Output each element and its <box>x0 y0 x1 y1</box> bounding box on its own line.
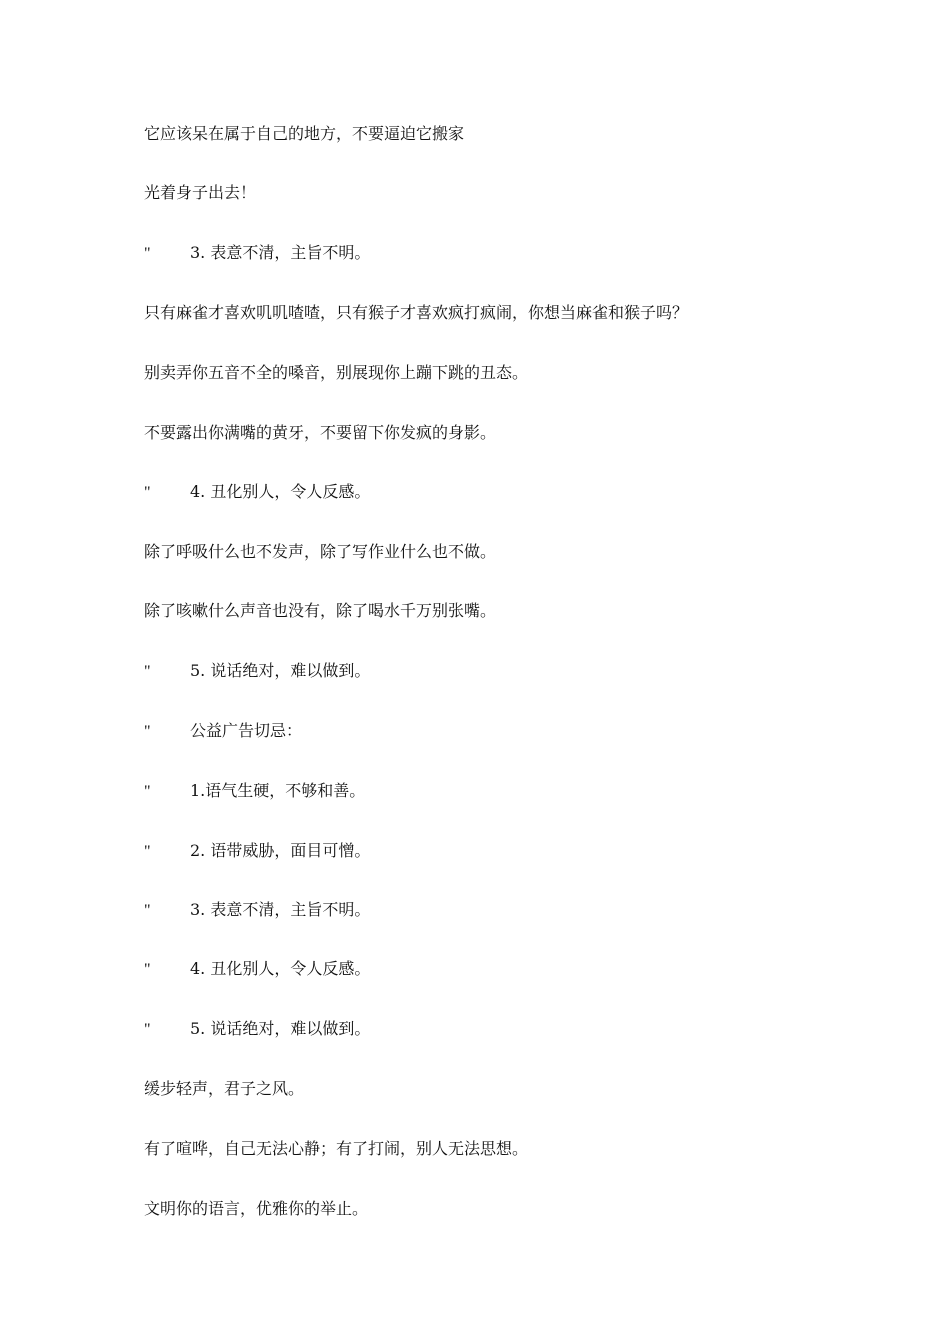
quote-marker: " <box>144 1021 151 1038</box>
quote-marker: " <box>144 843 151 860</box>
text-line <box>144 361 528 385</box>
line-text: 除了咳嗽什么声音也没有，除了喝水千万别张嘴。 <box>144 601 497 620</box>
quote-marker: " <box>144 663 151 680</box>
text-line <box>144 301 688 325</box>
text-line <box>144 421 496 445</box>
line-text: 4. 丑化别人，令人反感。 <box>190 959 371 978</box>
line-text: 除了呼吸什么也不发声，除了写作业什么也不做。 <box>144 542 497 561</box>
quote-marker: " <box>144 783 151 800</box>
line-text: 5. 说话绝对，难以做到。 <box>190 1019 371 1038</box>
line-text: 它应该呆在属于自己的地方，不要逼迫它搬家 <box>144 124 465 143</box>
list-item <box>144 659 370 683</box>
text-line <box>144 181 256 205</box>
line-text: 光着身子出去！ <box>144 183 257 202</box>
line-text: 公益广告切忌： <box>190 721 303 740</box>
list-item <box>144 719 302 743</box>
list-item <box>144 241 370 265</box>
line-text: 只有麻雀才喜欢叽叽喳喳，只有猴子才喜欢疯打疯闹，你想当麻雀和猴子吗？ <box>144 303 689 322</box>
list-item <box>144 898 370 922</box>
line-text: 不要露出你满嘴的黄牙，不要留下你发疯的身影。 <box>144 423 497 442</box>
quote-marker: " <box>144 961 151 978</box>
line-text: 别卖弄你五音不全的嗓音，别展现你上蹦下跳的丑态。 <box>144 363 529 382</box>
list-item <box>144 1017 370 1041</box>
text-line <box>144 122 464 146</box>
list-item <box>144 957 370 981</box>
line-text: 2. 语带威胁，面目可憎。 <box>190 841 371 860</box>
list-item <box>144 839 370 863</box>
list-item <box>144 779 365 803</box>
line-text: 3. 表意不清，主旨不明。 <box>190 900 371 919</box>
line-text: 有了喧哗，自己无法心静；有了打闹，别人无法思想。 <box>144 1139 529 1158</box>
text-line <box>144 540 496 564</box>
quote-marker: " <box>144 723 151 740</box>
line-text: 1.语气生硬，不够和善。 <box>190 781 366 800</box>
text-line <box>144 1197 368 1221</box>
text-line <box>144 1077 304 1101</box>
line-text: 4. 丑化别人，令人反感。 <box>190 482 371 501</box>
line-text: 缓步轻声，君子之风。 <box>144 1079 305 1098</box>
quote-marker: " <box>144 902 151 919</box>
line-text: 5. 说话绝对，难以做到。 <box>190 661 371 680</box>
line-text: 文明你的语言，优雅你的举止。 <box>144 1199 369 1218</box>
text-line <box>144 599 496 623</box>
quote-marker: " <box>144 245 151 262</box>
list-item <box>144 480 370 504</box>
text-line <box>144 1137 528 1161</box>
quote-marker: " <box>144 484 151 501</box>
line-text: 3. 表意不清，主旨不明。 <box>190 243 371 262</box>
